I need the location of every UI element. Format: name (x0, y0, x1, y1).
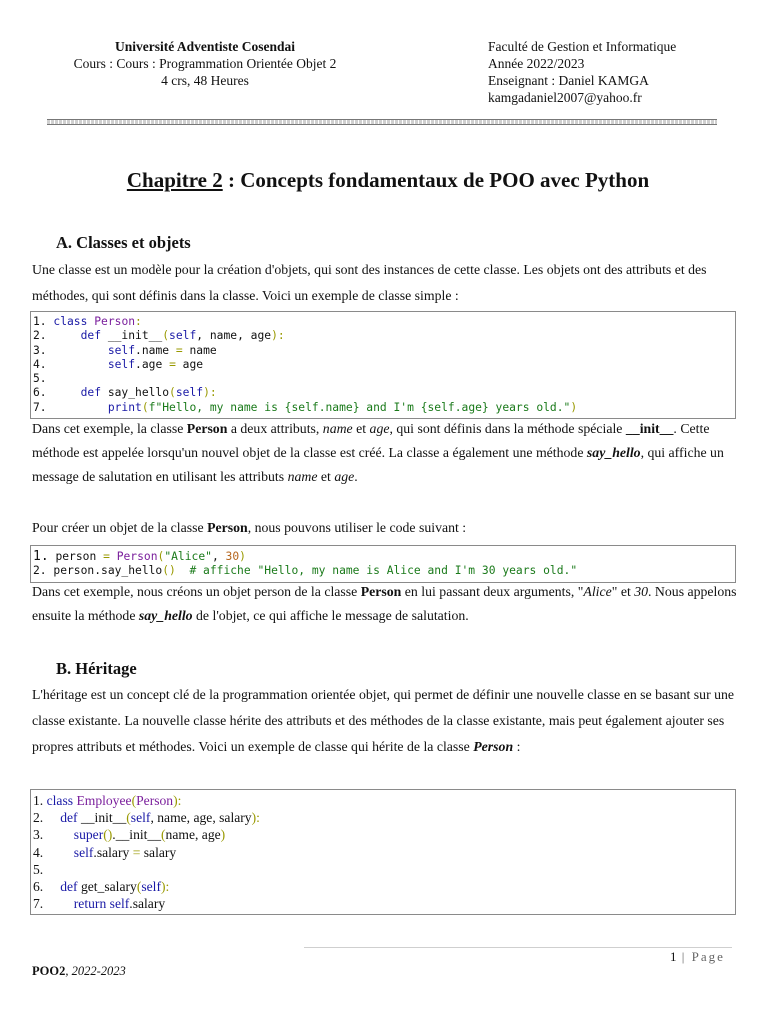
course-credits: 4 crs, 48 Heures (161, 73, 249, 88)
section-a-intro: Une classe est un modèle pour la création d'objets, qui sont des instances de cette classe. Les objets ont des attributs et des méthodes, qui sont définis dans la classe. Voici un exemple de classe simple : (32, 262, 707, 303)
code-block-employee-class (30, 789, 736, 915)
header-separator (47, 119, 717, 125)
footer-course: POO2, 2022-2023 (32, 964, 126, 978)
code-content: 1. person = Person("Alice", 30) 2. person.say_hello() # affiche "Hello, my name is Alice and I'm 30 years old." (33, 549, 578, 578)
code-block-person-class (30, 311, 736, 419)
university-name: Université Adventiste Cosendai (115, 39, 295, 54)
code-block-create-person (30, 545, 736, 583)
section-a-heading: A. Classes et objets (56, 233, 191, 252)
academic-year: Année 2022/2023 (488, 56, 585, 71)
teacher-name: Enseignant : Daniel KAMGA (488, 73, 649, 88)
chapter-title-text: : Concepts fondamentaux de POO avec Python (222, 168, 650, 192)
header-left (30, 38, 380, 89)
chapter-label: Chapitre 2 (126, 168, 223, 192)
section-a-explanation: Dans cet exemple, la classe Person a deux attributs, name et age, qui sont définis dans la méthode spéciale __init__. Cette méthode est appelée lorsqu'un nouvel objet de la classe est créé. La classe a également une méthode say_hello, qui affiche un message de salutation en utilisant les attributs name et age. (32, 421, 724, 484)
section-a-create-object: Pour créer un objet de la classe Person, nous pouvons utiliser le code suivant : (32, 520, 467, 535)
footer-rule (304, 947, 732, 948)
teacher-email: kamgadaniel2007@yahoo.fr (488, 90, 642, 105)
page-number: 1 | Page (670, 949, 725, 964)
code-content: 1. class Person: 2. def __init__(self, name, age): 3. self.name = name 4. self.age = age 5. 6. def say_hello(self): 7. print(f"Hello, my name is {self.name} and I'm {self.age} years old.") (33, 315, 578, 414)
chapter-title (0, 168, 768, 193)
course-name: Cours : Cours : Programmation Orientée Objet 2 (73, 56, 337, 71)
section-b-heading: B. Héritage (56, 659, 137, 678)
header-right (488, 38, 676, 106)
faculty-name: Faculté de Gestion et Informatique (488, 39, 677, 54)
section-b-intro: L'héritage est un concept clé de la programmation orientée objet, qui permet de définir une nouvelle classe en se basant sur une classe existante. La nouvelle classe hérite des attributs et des méthodes de la classe existante, mais peut également ajouter ses propres attributs et méthodes. Voici un exemple de classe qui hérite de la classe Person : (32, 687, 735, 754)
section-a-object-explanation: Dans cet exemple, nous créons un objet person de la classe Person en lui passant deux arguments, "Alice" et 30. Nous appelons ensuite la méthode say_hello de l'objet, ce qui affiche le message de salutation. (32, 584, 737, 623)
code-content: 1. class Employee(Person): 2. def __init__(self, name, age, salary): 3. super().__init__(name, age) 4. self.salary = salary 5. 6. def get_salary(self): 7. return self.salary (33, 793, 260, 912)
